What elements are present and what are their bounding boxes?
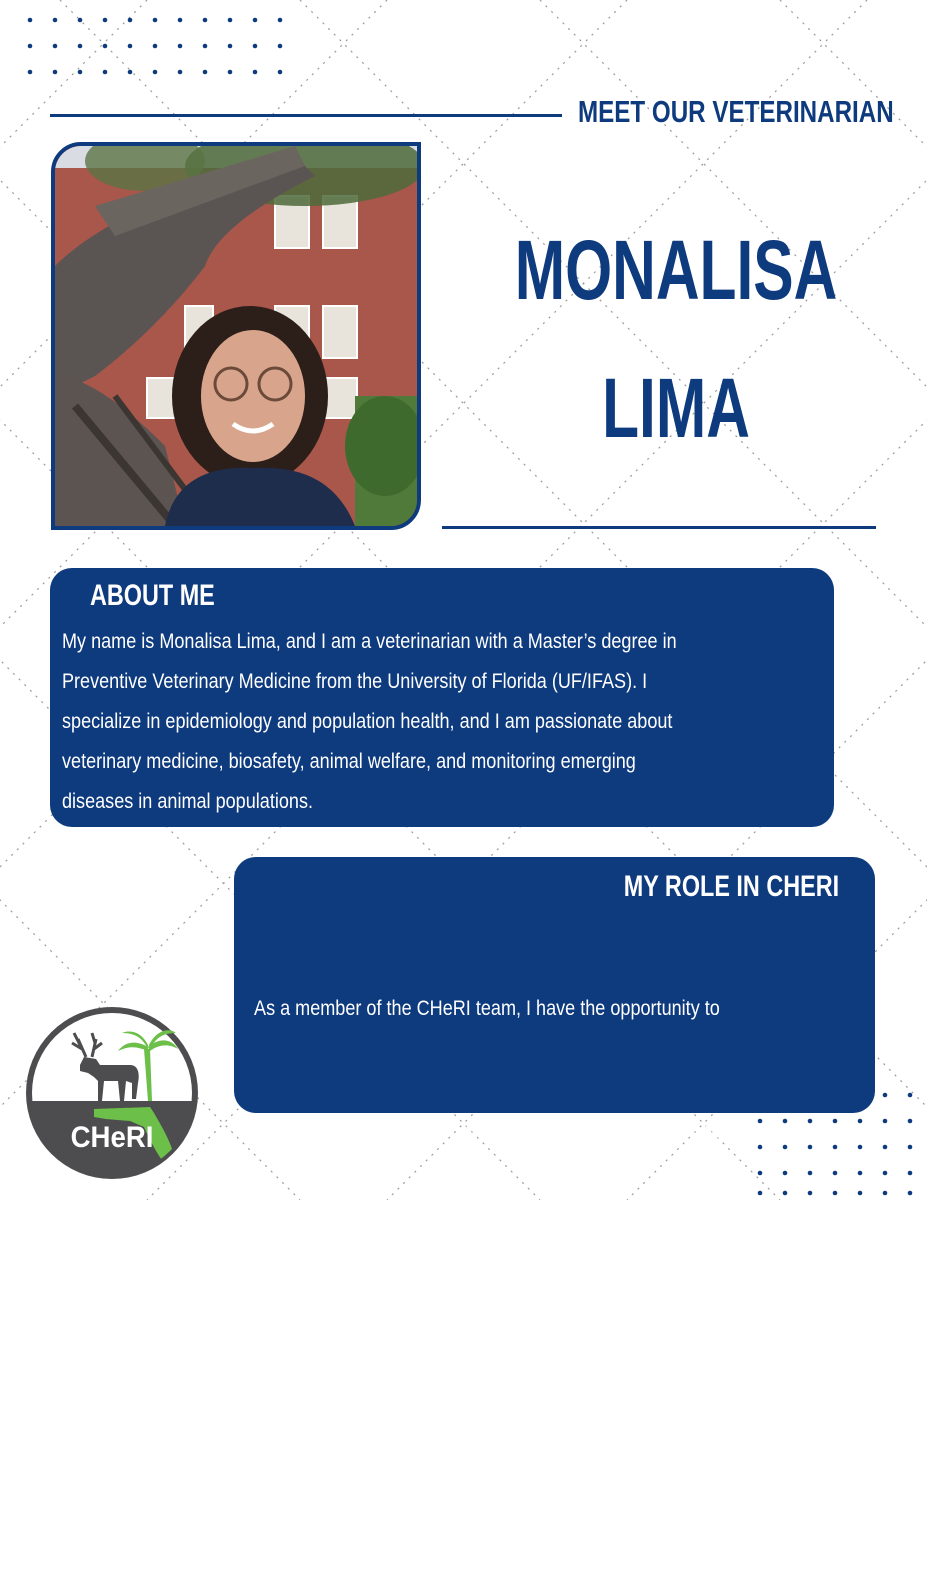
cheri-logo xyxy=(22,1003,202,1183)
about-line: diseases in animal populations. xyxy=(62,790,313,813)
header-rule xyxy=(50,114,562,117)
about-text xyxy=(62,622,819,822)
name-last: LIMA xyxy=(602,361,750,455)
name-first: MONALISA xyxy=(514,223,838,317)
dot-grid-top-left xyxy=(0,0,300,85)
about-panel xyxy=(50,568,834,827)
about-line: My name is Monalisa Lima, and I am a veterinarian with a Master’s degree in xyxy=(62,630,677,653)
profile-photo xyxy=(51,142,421,530)
role-line: public health. xyxy=(250,1477,357,1500)
role-line: and the diagnosis of infectious diseases in cervids. My work xyxy=(250,1237,728,1260)
role-line: As a member of the CHeRI team, I have the opportunity to xyxy=(250,997,720,1020)
role-panel xyxy=(234,857,875,1500)
role-line: contribute to necropsy investigations, disease surveillance, xyxy=(250,1117,720,1140)
about-line: Preventive Veterinary Medicine from the University of Florida (UF/IFAS). I xyxy=(62,670,648,693)
role-heading: MY ROLE IN CHERI xyxy=(623,870,839,903)
role-line: integrates applied research, extension services, and veterinary xyxy=(250,1357,751,1380)
role-text xyxy=(250,909,869,1589)
about-line: specialize in epidemiology and population health, and I am passionate about xyxy=(62,710,673,733)
about-line: veterinary medicine, biosafety, animal welfare, and monitoring emerging xyxy=(62,750,636,773)
about-heading: ABOUT ME xyxy=(90,579,215,612)
person-name xyxy=(446,223,906,455)
logo-text: CHeRI xyxy=(70,1121,154,1154)
name-rule xyxy=(442,526,876,529)
page-title: MEET OUR VETERINARIAN xyxy=(578,94,894,129)
